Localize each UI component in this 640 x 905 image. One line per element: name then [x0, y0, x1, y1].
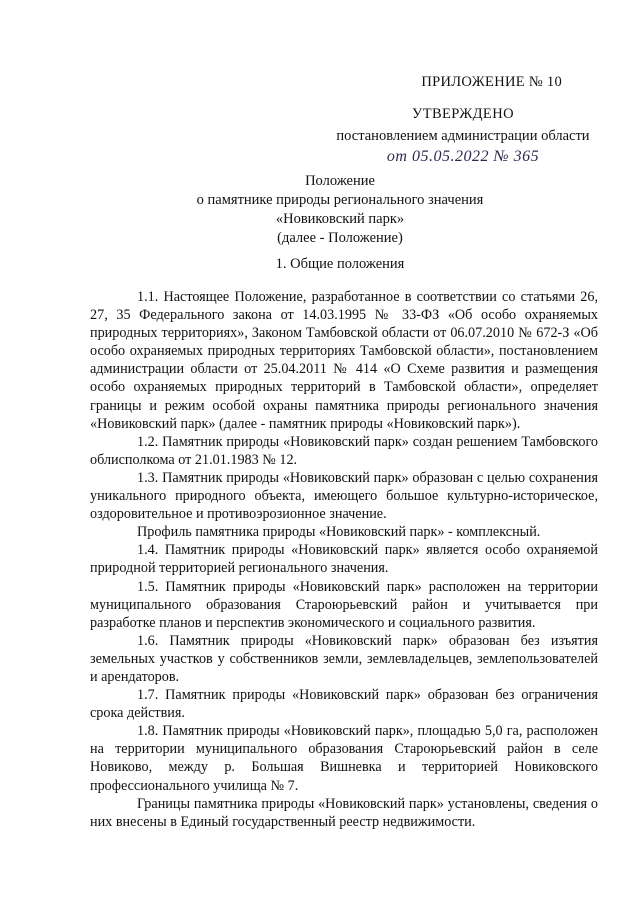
- paragraph: 1.2. Памятник природы «Новиковский парк» создан решением Тамбовского облисполкома от 21.01.1983 № 12.: [90, 433, 598, 468]
- approved-heading: УТВЕРЖДЕНО: [412, 105, 514, 122]
- document-title: [90, 172, 590, 248]
- paragraph: 1.4. Памятник природы «Новиковский парк» является особо охраняемой природной территорией регионального значения.: [90, 542, 598, 577]
- document-body: [90, 288, 598, 831]
- decree-handwritten: от 05.05.2022 № 365: [386, 148, 540, 166]
- paragraph: Границы памятника природы «Новиковский парк» установлены, сведения о них внесены в Единый государственный реестр недвижимости.: [90, 795, 598, 830]
- approved-by: постановлением администрации области: [336, 127, 590, 144]
- paragraph: 1.8. Памятник природы «Новиковский парк», площадью 5,0 га, расположен на территории муниципального образования Староюрьевский район в селе Новиково, между р. Большая Вишневка и территорией Новиковского профессионального училища № 7.: [90, 723, 598, 794]
- title-line-2: о памятнике природы регионального значения: [196, 192, 484, 208]
- paragraph: 1.3. Памятник природы «Новиковский парк» образован с целью сохранения уникального природного объекта, имеющего большое культурно-историческое, оздоровительное и противоэрозионное значение.: [90, 469, 598, 523]
- paragraph: 1.5. Памятник природы «Новиковский парк» расположен на территории муниципального образования Староюрьевский район и учитывается при разработке планов и перспектив экономического и социального развития.: [90, 578, 598, 631]
- title-line-3: «Новиковский парк»: [275, 211, 405, 227]
- paragraph: Профиль памятника природы «Новиковский парк» - комплексный.: [137, 524, 541, 541]
- paragraph: 1.7. Памятник природы «Новиковский парк» образован без ограничения срока действия.: [90, 687, 598, 722]
- title-line-4: (далее - Положение): [277, 230, 403, 246]
- approval-block: [318, 72, 608, 169]
- appendix-number: ПРИЛОЖЕНИЕ № 10: [421, 74, 562, 90]
- paragraph: 1.6. Памятник природы «Новиковский парк» образован без изъятия земельных участков у собственников земли, землевладельцев, землепользователей и арендаторов.: [90, 632, 598, 685]
- section-heading: 1. Общие положения: [275, 256, 405, 272]
- paragraph: 1.1. Настоящее Положение, разработанное в соответствии со статьями 26, 27, 35 Федерального закона от 14.03.1995 № 33-ФЗ «Об особо охраняемых природных территориях», Законом Тамбовской области от 06.07.2010 № 672-З «Об особо охраняемых природных территориях Тамбовской области», постановлением администрации области от 25.04.2011 № 414 «О Схеме развития и размещения особо охраняемых природных территорий в Тамбовской области», определяет границы и режим особой охраны памятника природы регионального значения «Новиковский парк» (далее - памятник природы «Новиковский парк»).: [90, 289, 598, 432]
- title-line-1: Положение: [305, 173, 375, 189]
